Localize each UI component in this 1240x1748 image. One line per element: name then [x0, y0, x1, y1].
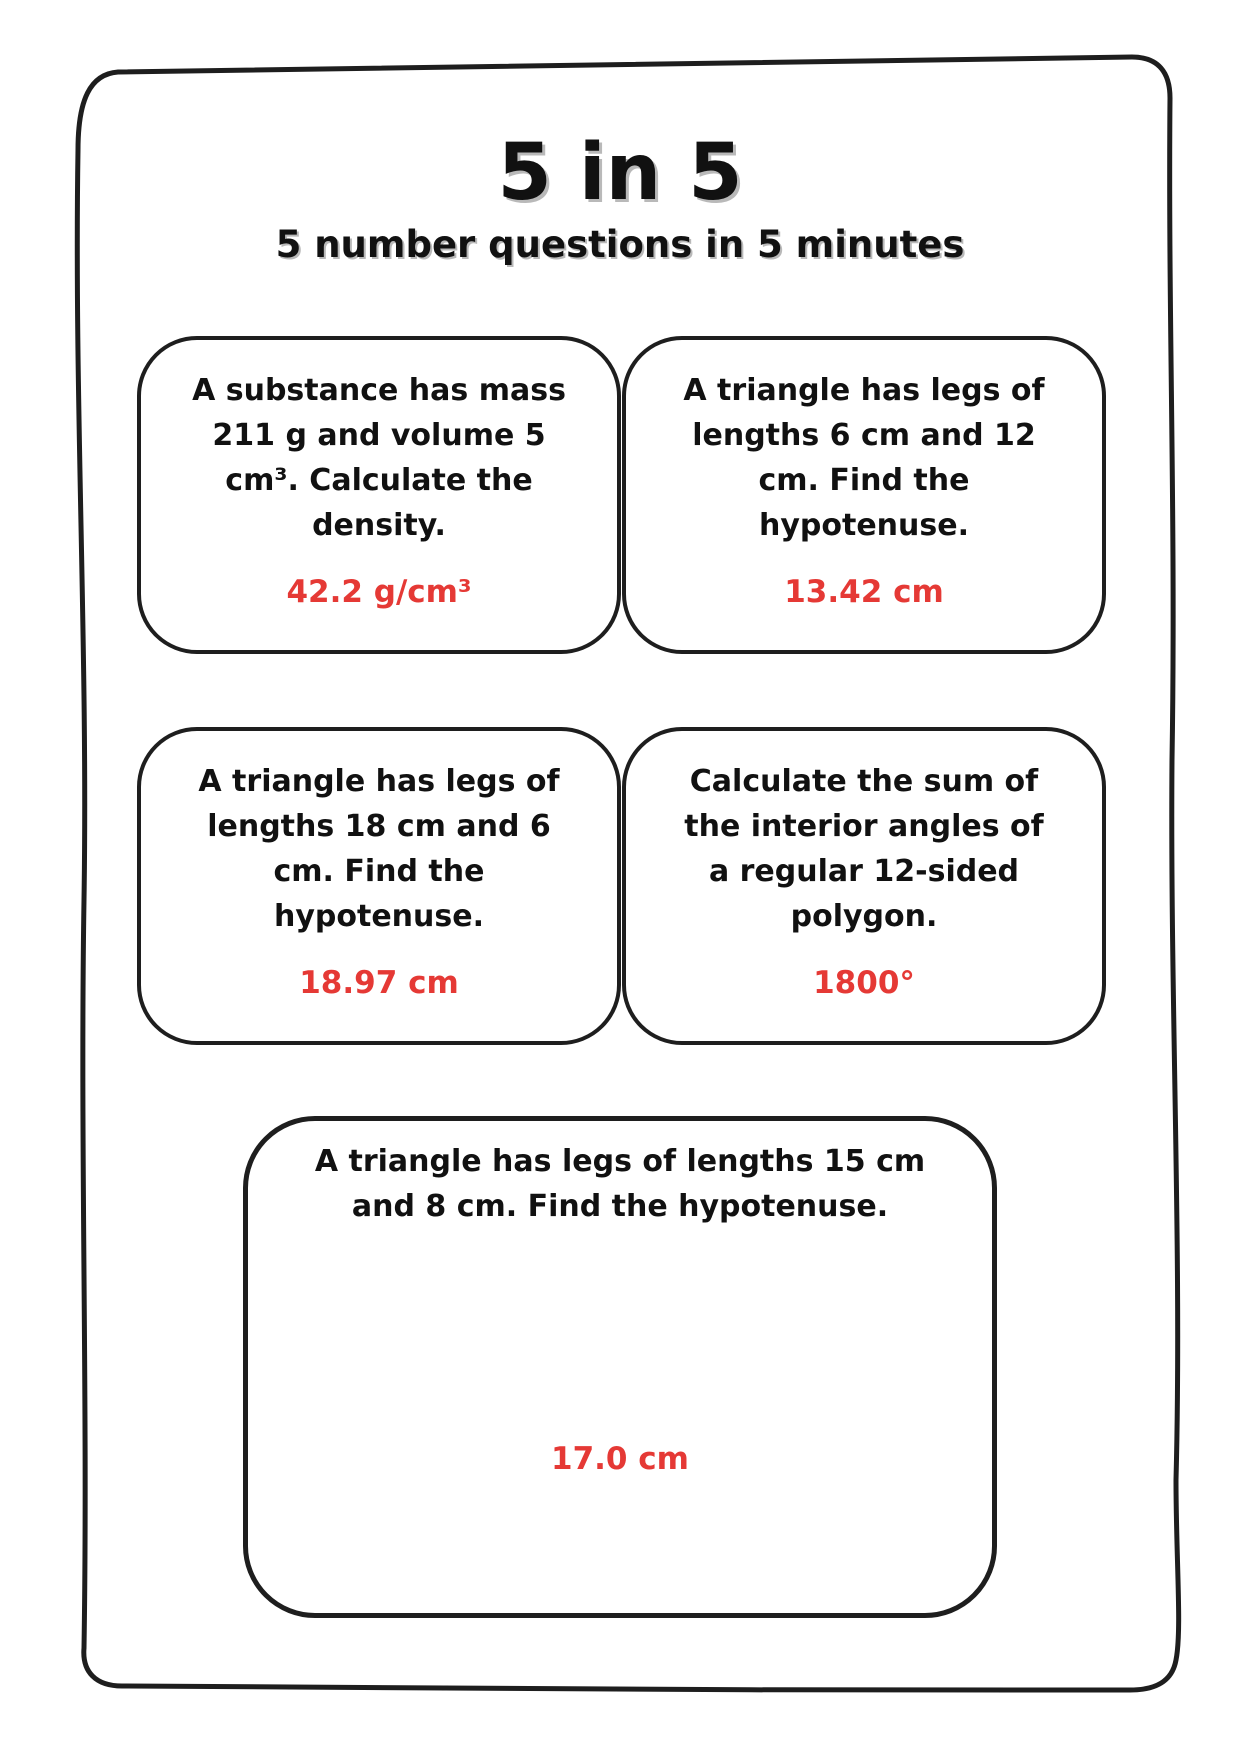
question-text-5: A triangle has legs of lengths 15 cm and 8 cm. Find the hypotenuse. — [314, 1144, 926, 1224]
page-title: 5 in 5 — [497, 128, 743, 218]
question-text-3: A triangle has legs of lengths 18 cm and 6 cm. Find the hypotenuse. — [198, 764, 560, 934]
question-card-3 — [137, 727, 621, 1045]
answer-text-2: 13.42 cm — [784, 574, 944, 610]
question-card-5 — [243, 1116, 997, 1618]
question-card-1 — [137, 336, 621, 654]
answer-text-1: 42.2 g/cm³ — [286, 574, 472, 610]
answer-text-5: 17.0 cm — [551, 1441, 689, 1477]
question-card-4 — [622, 727, 1106, 1045]
answer-text-3: 18.97 cm — [299, 965, 459, 1001]
question-text-1: A substance has mass 211 g and volume 5 cm³. Calculate the density. — [192, 373, 566, 543]
question-card-2 — [622, 336, 1106, 654]
page-subtitle: 5 number questions in 5 minutes — [275, 223, 965, 266]
answer-text-4: 1800° — [813, 965, 915, 1001]
question-text-2: A triangle has legs of lengths 6 cm and 12 cm. Find the hypotenuse. — [683, 373, 1045, 543]
question-text-4: Calculate the sum of the interior angles of a regular 12-sided polygon. — [684, 764, 1044, 934]
